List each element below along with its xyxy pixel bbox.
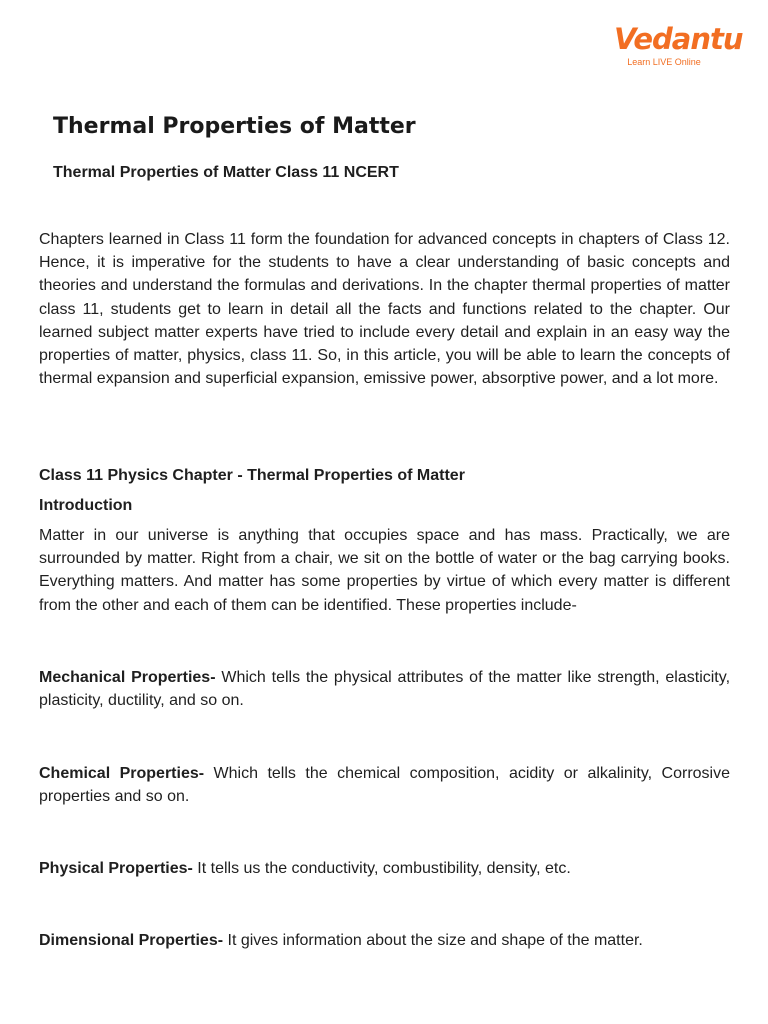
property-text: It tells us the conductivity, combustibility, density, etc. [192,860,571,877]
logo-wordmark: Vedantu [614,22,743,56]
logo-tagline: Learn LIVE Online [627,57,701,67]
page-title: Thermal Properties of Matter [53,114,416,139]
property-label: Mechanical Properties- [39,669,216,686]
vedantu-logo [614,22,743,67]
chapter-heading: Class 11 Physics Chapter - Thermal Properties of Matter [39,467,465,484]
introduction-heading: Introduction [39,497,133,514]
page-subtitle: Thermal Properties of Matter Class 11 NCERT [53,164,399,181]
property-item-mechanical [39,666,730,712]
property-item-physical [39,857,730,880]
property-text: It gives information about the size and shape of the matter. [223,932,643,949]
intro-paragraph: Chapters learned in Class 11 form the foundation for advanced concepts in chapters of Class 12. Hence, it is imperative for the students to have a clear understanding of basic concepts and theories and understand the formulas and derivations. In the chapter thermal properties of matter class 11, students get to learn in detail all the facts and functions related to the chapter. Our learned subject matter experts have tried to include every detail and explain in an easy way the properties of matter, physics, class 11. So, in this article, you will be able to learn the concepts of thermal expansion and superficial expansion, emissive power, absorptive power, and a lot more. [39,231,730,388]
property-label: Chemical Properties- [39,765,205,782]
property-item-dimensional [39,929,730,952]
introduction-paragraph: Matter in our universe is anything that occupies space and has mass. Practically, we are surrounded by matter. Right from a chair, we sit on the bottle of water or the bag carrying books. Everything matters. And matter has some properties by virtue of which every matter is different from the other and each of them can be identified. These properties include- [39,527,730,614]
property-text: Which tells the chemical composition, acidity or alkalinity, Corrosive properties and so on. [39,765,730,806]
property-text: Which tells the physical attributes of the matter like strength, elasticity, plasticity, ductility, and so on. [39,669,731,710]
property-label: Physical Properties- [39,860,193,877]
property-label: Dimensional Properties- [39,932,224,949]
property-item-chemical [39,762,730,808]
